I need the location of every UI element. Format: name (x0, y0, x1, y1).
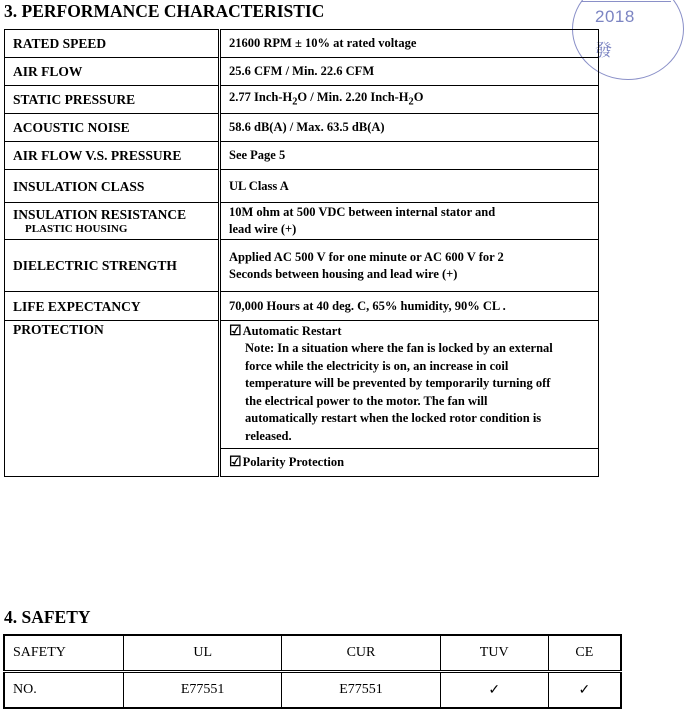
checkbox-checked-icon: ☑ (229, 455, 242, 470)
note-line: automatically restart when the locked rotor condition is (245, 411, 542, 425)
table-row (5, 114, 599, 142)
static-pressure-value-part: O (413, 89, 424, 104)
subscript: 2 (408, 96, 414, 108)
automatic-restart-cell (220, 321, 599, 449)
static-pressure-value-part: 2.77 Inch-H (229, 89, 293, 104)
value-line: 10M ohm at 500 VDC between internal stator and (229, 205, 496, 219)
life-expectancy-label: LIFE EXPECTANCY (5, 292, 220, 321)
ce-header: CE (548, 635, 621, 672)
ce-check-icon: ✓ (548, 672, 621, 709)
table-row (5, 142, 599, 170)
safety-header: SAFETY (4, 635, 124, 672)
table-row (5, 170, 599, 203)
insulation-class-value: UL Class A (220, 170, 599, 203)
performance-table (4, 29, 599, 477)
safety-table (3, 634, 622, 709)
rated-speed-value: 21600 RPM ± 10% at rated voltage (220, 30, 599, 58)
dielectric-strength-label: DIELECTRIC STRENGTH (5, 240, 220, 292)
no-label: NO. (4, 672, 124, 709)
insulation-class-label: INSULATION CLASS (5, 170, 220, 203)
checkbox-checked-icon: ☑ (229, 324, 242, 339)
stamp-year: 2018 (595, 7, 635, 26)
static-pressure-value (220, 86, 599, 114)
value-line: lead wire (+) (229, 222, 297, 236)
air-flow-value: 25.6 CFM / Min. 22.6 CFM (220, 58, 599, 86)
static-pressure-label: STATIC PRESSURE (5, 86, 220, 114)
table-row (5, 203, 599, 240)
note-line: force while the electricity is on, an increase in coil (245, 358, 509, 373)
subscript: 2 (292, 96, 298, 108)
life-expectancy-value: 70,000 Hours at 40 deg. C, 65% humidity, 90% CL . (220, 292, 599, 321)
value-line: Applied AC 500 V for one minute or AC 600 V for 2 (229, 249, 504, 264)
note-line: the electrical power to the motor. The fan will (245, 393, 488, 408)
ul-number: E77551 (124, 672, 282, 709)
static-pressure-value-part: O / Min. 2.20 Inch-H (297, 89, 409, 104)
table-row (5, 321, 599, 449)
tuv-header: TUV (440, 635, 548, 672)
insulation-resistance-title: INSULATION RESISTANCE (13, 207, 187, 222)
table-header-row (4, 635, 621, 672)
note-line: temperature will be prevented by temporarily turning off (245, 376, 551, 390)
note-line: Note: In a situation where the fan is locked by an external (245, 341, 553, 355)
tuv-check-icon: ✓ (440, 672, 548, 709)
performance-section-title: 3. PERFORMANCE CHARACTERISTIC (4, 1, 325, 21)
stamp-divider (581, 1, 671, 2)
ul-header: UL (124, 635, 282, 672)
table-row (5, 292, 599, 321)
polarity-protection-cell (220, 449, 599, 477)
table-row (5, 30, 599, 58)
cur-number: E77551 (282, 672, 440, 709)
insulation-resistance-value (220, 203, 599, 240)
table-row (4, 672, 621, 709)
air-flow-pressure-label: AIR FLOW V.S. PRESSURE (5, 142, 220, 170)
air-flow-label: AIR FLOW (5, 58, 220, 86)
stamp-character: 發 (595, 41, 612, 60)
cur-header: CUR (282, 635, 440, 672)
plastic-housing-sublabel: PLASTIC HOUSING (25, 223, 128, 235)
protection-label: PROTECTION (5, 321, 220, 477)
automatic-restart-label: Automatic Restart (242, 324, 342, 338)
table-row (5, 240, 599, 292)
value-line: Seconds between housing and lead wire (+) (229, 266, 458, 281)
dielectric-strength-value (220, 240, 599, 292)
safety-section-title: 4. SAFETY (4, 607, 91, 627)
insulation-resistance-label (5, 203, 220, 240)
note-line: released. (245, 428, 292, 443)
acoustic-noise-label: ACOUSTIC NOISE (5, 114, 220, 142)
automatic-restart-note (229, 340, 598, 445)
rated-speed-label: RATED SPEED (5, 30, 220, 58)
table-row (5, 58, 599, 86)
table-row (5, 86, 599, 114)
acoustic-noise-value: 58.6 dB(A) / Max. 63.5 dB(A) (220, 114, 599, 142)
polarity-protection-label: Polarity Protection (242, 455, 345, 469)
air-flow-pressure-value: See Page 5 (220, 142, 599, 170)
